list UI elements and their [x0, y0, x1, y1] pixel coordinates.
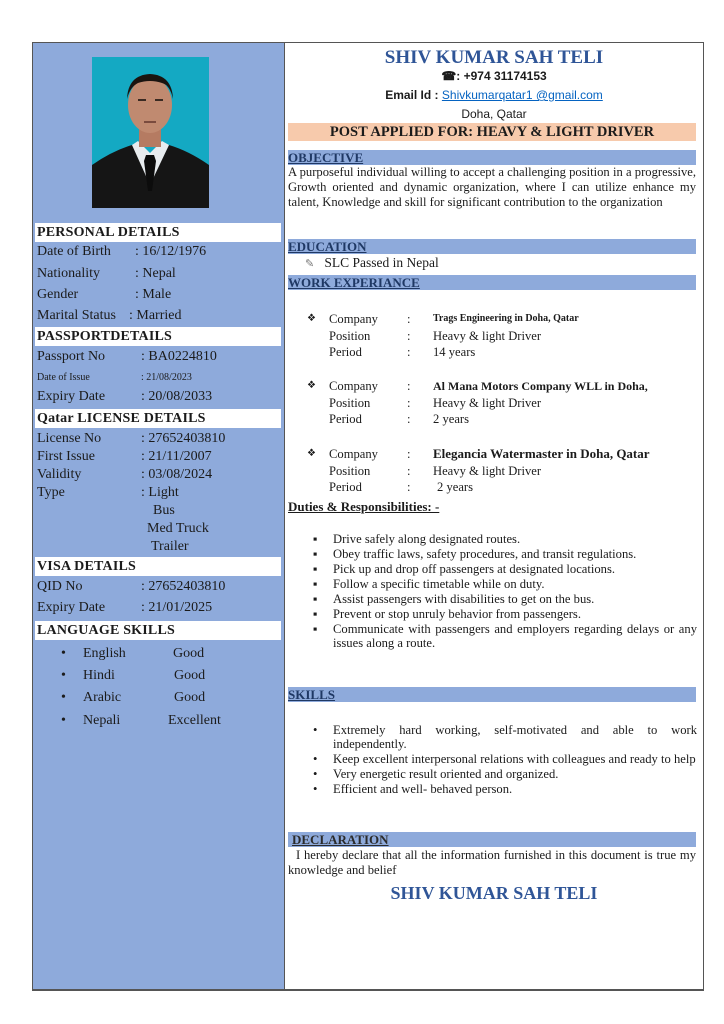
duty-text: Follow a specific timetable while on duty.: [333, 577, 545, 591]
duty-item: [307, 533, 697, 547]
language-name: Hindi: [83, 668, 115, 683]
declaration-heading: [288, 832, 696, 847]
position-label: Position: [329, 463, 371, 478]
position-label: Position: [329, 328, 371, 343]
type-value: : Light: [141, 485, 179, 500]
company-label: Company: [329, 312, 378, 326]
skill-item: [307, 753, 697, 767]
duty-item: [307, 563, 697, 577]
visa-details-heading: VISA DETAILS: [35, 557, 281, 576]
position-value: Heavy & light Driver: [433, 463, 542, 478]
period-value: 2 years: [433, 412, 470, 426]
period-label: Period: [329, 345, 362, 359]
marital-value: : Married: [129, 308, 182, 323]
license-no-value: : 27652403810: [141, 431, 226, 446]
company-name: Trags Engineering in Doha, Qatar: [433, 313, 579, 324]
duty-item: [307, 548, 697, 562]
email-link[interactable]: Shivkumarqatar1 @gmail.com: [441, 88, 603, 102]
objective-heading: [288, 150, 696, 165]
colon: :: [407, 447, 411, 461]
colon: :: [407, 480, 411, 494]
period-value: 2 years: [437, 480, 474, 494]
colon: :: [407, 395, 411, 410]
phone-line: [285, 69, 703, 83]
colon: :: [407, 463, 411, 478]
dob-label: Date of Birth: [37, 244, 111, 259]
company-name: Elegancia Watermaster in Doha, Qatar: [433, 446, 650, 461]
declaration-title: DECLARATION: [292, 832, 389, 847]
bullet-icon: •: [61, 668, 66, 683]
skills-title: SKILLS: [288, 687, 335, 702]
period-label: Period: [329, 412, 362, 426]
education-item: [305, 255, 685, 272]
duty-item: [307, 623, 697, 650]
marital-label: Marital Status: [37, 308, 116, 323]
bullet-icon: •: [313, 781, 318, 796]
skill-text: Efficient and well- behaved person.: [333, 781, 513, 796]
issue-date-value: : 21/08/2023: [141, 372, 192, 383]
signature-name: SHIV KUMAR SAH TELI: [390, 883, 598, 903]
colon: :: [407, 345, 411, 359]
language-name: English: [83, 646, 126, 661]
email-line: [285, 88, 703, 102]
passport-details-heading: PASSPORTDETAILS: [35, 327, 281, 346]
passport-no-label: Passport No: [37, 349, 106, 364]
skill-item: [307, 724, 697, 751]
first-issue-label: First Issue: [37, 449, 95, 464]
diamond-bullet-icon: ❖: [307, 380, 316, 391]
education-text: SLC Passed in Nepal: [324, 255, 439, 270]
skill-text: Extremely hard working, self-motivated and able to work independently.: [333, 723, 697, 751]
nationality-label: Nationality: [37, 266, 100, 281]
gender-value: : Male: [135, 287, 172, 302]
bullet-icon: •: [313, 751, 318, 766]
email-label: Email Id :: [385, 88, 442, 102]
work-experience-heading: [288, 275, 696, 290]
diamond-bullet-icon: ❖: [307, 448, 316, 459]
phone-number: : +974 31174153: [456, 69, 547, 83]
bullet-icon: •: [313, 723, 318, 737]
nationality-value: : Nepal: [135, 266, 176, 281]
skill-item: [307, 783, 697, 797]
period-label: Period: [329, 480, 362, 494]
qid-value: : 27652403810: [141, 579, 226, 594]
bullet-icon: •: [61, 713, 66, 728]
bullet-icon: •: [61, 646, 66, 661]
colon: :: [407, 379, 411, 393]
square-bullet-icon: ▪: [313, 592, 318, 606]
language-name: Arabic: [83, 690, 122, 705]
square-bullet-icon: ▪: [313, 532, 318, 546]
type-trailer: Trailer: [151, 539, 189, 554]
validity-label: Validity: [37, 467, 82, 482]
duty-item: [307, 578, 697, 592]
duty-text: Pick up and drop off passengers at designated locations.: [333, 562, 616, 576]
skills-list: [307, 724, 697, 798]
skill-text: Keep excellent interpersonal relations with colleagues and ready to help: [333, 751, 696, 766]
duty-text: Communicate with passengers and employers regarding delays or any issues along a route.: [333, 622, 697, 650]
telephone-icon: ☎: [441, 69, 457, 83]
license-no-label: License No: [37, 431, 102, 446]
skill-text: Very energetic result oriented and organized.: [333, 766, 559, 781]
post-applied: POST APPLIED FOR: HEAVY & LIGHT DRIVER: [288, 123, 696, 141]
period-value: 14 years: [433, 345, 476, 359]
pencil-icon: ✎: [305, 258, 315, 270]
language-level: Good: [174, 668, 206, 683]
issue-date-label: Date of Issue: [37, 372, 90, 383]
duty-text: Drive safely along designated routes.: [333, 532, 521, 546]
work-title: WORK EXPERIANCE: [288, 275, 420, 290]
education-heading: [288, 239, 696, 254]
location: Doha, Qatar: [461, 107, 527, 121]
company-label: Company: [329, 447, 378, 461]
gender-label: Gender: [37, 287, 79, 302]
duties-heading: Duties & Responsibilities: -: [288, 499, 440, 514]
colon: :: [407, 312, 411, 326]
passport-no-value: : BA0224810: [141, 349, 217, 364]
objective-title: OBJECTIVE: [288, 150, 364, 165]
license-details-heading: Qatar LICENSE DETAILS: [35, 409, 281, 428]
skill-item: [307, 768, 697, 782]
duty-text: Assist passengers with disabilities to get on the bus.: [333, 592, 595, 606]
square-bullet-icon: ▪: [313, 562, 318, 576]
company-name: Al Mana Motors Company WLL in Doha,: [433, 379, 648, 393]
candidate-name: SHIV KUMAR SAH TELI: [384, 47, 604, 68]
education-title: EDUCATION: [288, 239, 367, 254]
first-issue-value: : 21/11/2007: [141, 449, 212, 464]
resume-table: [32, 42, 704, 991]
language-name: Nepali: [83, 713, 121, 728]
company-label: Company: [329, 379, 378, 393]
language-level: Good: [174, 690, 206, 705]
type-med-truck: Med Truck: [147, 521, 209, 536]
position-label: Position: [329, 395, 371, 410]
square-bullet-icon: ▪: [313, 607, 318, 621]
bullet-icon: •: [61, 690, 66, 705]
portrait-image: [92, 57, 209, 208]
declaration-text: I hereby declare that all the information furnished in this document is true my knowledge and belief: [288, 848, 696, 877]
colon: :: [407, 412, 411, 426]
objective-text: A purposeful individual willing to accept a challenging position in a progressive, Growth oriented and dynamic organization, where I can utilize enhance my talent, Knowledge and skill for significant contribution to the organization: [288, 165, 696, 209]
language-level: Excellent: [168, 713, 221, 728]
type-label: Type: [37, 485, 65, 500]
duty-item: [307, 608, 697, 622]
colon: :: [407, 328, 411, 343]
square-bullet-icon: ▪: [313, 622, 318, 636]
skills-heading: [288, 687, 696, 702]
language-skills-heading: LANGUAGE SKILLS: [35, 621, 281, 640]
language-level: Good: [173, 646, 205, 661]
duties-list: [307, 533, 697, 652]
diamond-bullet-icon: ❖: [307, 313, 316, 324]
passport-expiry-label: Expiry Date: [37, 389, 106, 404]
duty-text: Prevent or stop unruly behavior from passengers.: [333, 607, 581, 621]
main-content: [285, 43, 703, 989]
sidebar: [33, 43, 285, 989]
duty-text: Obey traffic laws, safety procedures, and transit regulations.: [333, 547, 637, 561]
type-bus: Bus: [153, 503, 175, 518]
bullet-icon: •: [313, 766, 318, 781]
dob-value: : 16/12/1976: [135, 244, 207, 259]
square-bullet-icon: ▪: [313, 577, 318, 591]
qid-label: QID No: [37, 579, 83, 594]
validity-value: : 03/08/2024: [141, 467, 213, 482]
visa-expiry-label: Expiry Date: [37, 600, 106, 615]
passport-expiry-value: : 20/08/2033: [141, 389, 213, 404]
profile-photo: [92, 57, 209, 208]
position-value: Heavy & light Driver: [433, 395, 542, 410]
position-value: Heavy & light Driver: [433, 328, 542, 343]
visa-expiry-value: : 21/01/2025: [141, 600, 213, 615]
square-bullet-icon: ▪: [313, 547, 318, 561]
duty-item: [307, 593, 697, 607]
personal-details-heading: PERSONAL DETAILS: [35, 223, 281, 242]
